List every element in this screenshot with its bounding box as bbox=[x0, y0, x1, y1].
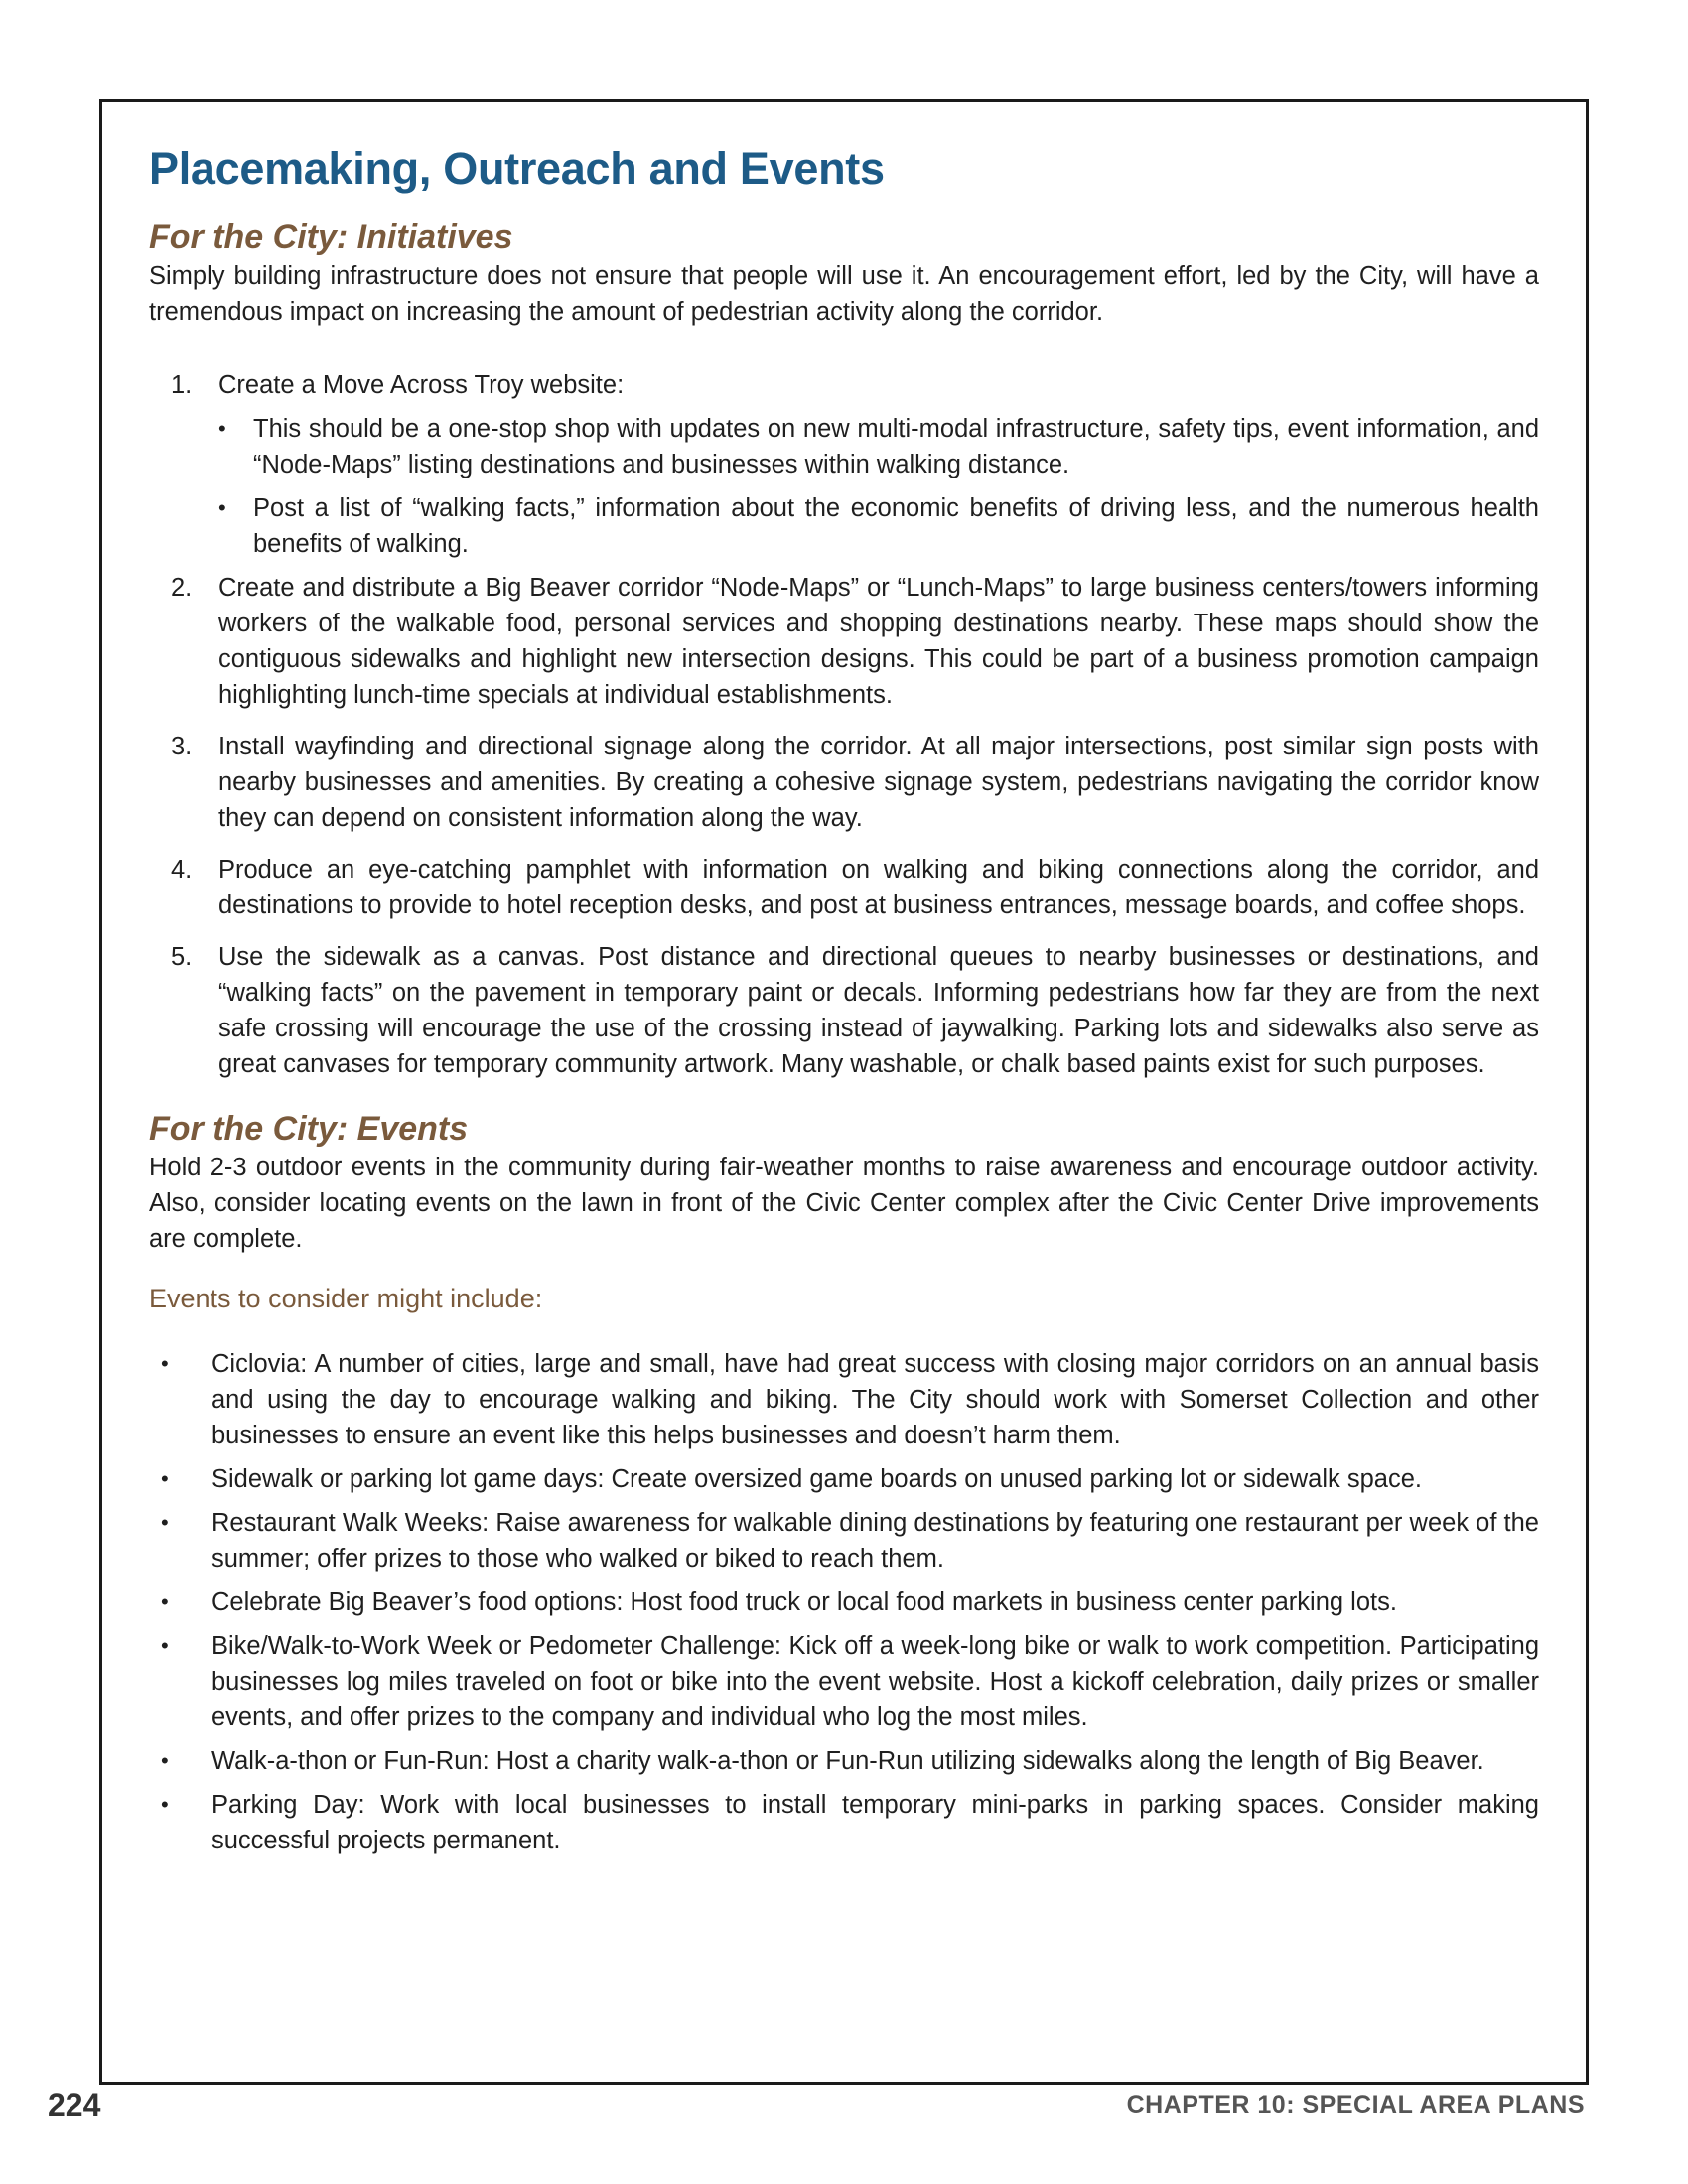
page-content bbox=[149, 139, 1539, 1866]
bullet-icon: • bbox=[161, 1589, 169, 1614]
event-text: Parking Day: Work with local businesses to install temporary mini-parks in parking spaces. Consider making successful projects permanent. bbox=[211, 1791, 1539, 1854]
initiatives-intro: Simply building infrastructure does not ensure that people will use it. An encouragement effort, led by the City, will have a tremendous impact on increasing the amount of pedestrian activity along the corridor. bbox=[149, 262, 1539, 326]
event-text: Ciclovia: A number of cities, large and small, have had great success with closing major corridors on an annual basis and using the day to encourage walking and biking. The City should work with Somerset Collection and other businesses to ensure an event like this helps businesses and doesn’t harm them. bbox=[211, 1350, 1539, 1449]
event-text: Bike/Walk-to-Work Week or Pedometer Challenge: Kick off a week-long bike or walk to work competition. Participating businesses log miles traveled on foot or bike into the event website. Host a kickoff celebration, daily prizes or smaller events, and offer prizes to the company and individual who log the most miles. bbox=[211, 1632, 1539, 1731]
bullet-icon: • bbox=[161, 1792, 169, 1817]
events-heading: For the City: Events bbox=[149, 1110, 469, 1148]
sub-list bbox=[218, 411, 1539, 562]
bullet-icon: • bbox=[218, 495, 226, 520]
list-item bbox=[149, 939, 1539, 1082]
item-number: 5. bbox=[171, 943, 193, 971]
item-number: 4. bbox=[171, 856, 193, 884]
event-text: Restaurant Walk Weeks: Raise awareness for walkable dining destinations by featuring one restaurant per week of the summer; offer prizes to those who walked or biked to reach them. bbox=[211, 1509, 1539, 1572]
events-intro: Hold 2-3 outdoor events in the community during fair-weather months to raise awareness and encourage outdoor activity. Also, consider locating events on the lawn in front of the Civic Center complex after the Civic Center Drive improvements are complete. bbox=[149, 1154, 1539, 1253]
item-number: 3. bbox=[171, 733, 193, 760]
initiatives-heading: For the City: Initiatives bbox=[149, 218, 513, 256]
list-item bbox=[149, 852, 1539, 923]
item-text: Create and distribute a Big Beaver corridor “Node-Maps” or “Lunch-Maps” to large business centers/towers informing workers of the walkable food, personal services and shopping destinations nearby. These maps should show the contiguous sidewalks and highlight new intersection designs. This could be part of a business promotion campaign highlighting lunch-time specials at individual establishments. bbox=[218, 574, 1539, 709]
bullet-icon: • bbox=[161, 1633, 169, 1658]
event-text: Walk-a-thon or Fun-Run: Host a charity walk-a-thon or Fun-Run utilizing sidewalks along the length of Big Beaver. bbox=[211, 1747, 1484, 1775]
list-item bbox=[149, 1628, 1539, 1735]
bullet-icon: • bbox=[161, 1351, 169, 1376]
item-text: Use the sidewalk as a canvas. Post distance and directional queues to nearby businesses or destinations, and “walking facts” on the pavement in temporary paint or decals. Informing pedestrians how far they are from the next safe crossing will encourage the use of the crossing instead of jaywalking. Parking lots and sidewalks also serve as great canvases for temporary community artwork. Many washable, or chalk based paints exist for such purposes. bbox=[218, 943, 1539, 1078]
initiatives-list bbox=[149, 367, 1539, 1082]
list-item bbox=[149, 1743, 1539, 1779]
page-number: 224 bbox=[48, 2087, 101, 2122]
events-subheading: Events to consider might include: bbox=[149, 1284, 543, 1313]
bullet-icon: • bbox=[161, 1748, 169, 1773]
list-item bbox=[149, 1787, 1539, 1858]
list-item bbox=[149, 729, 1539, 836]
list-item bbox=[149, 367, 1539, 562]
page-title: Placemaking, Outreach and Events bbox=[149, 143, 885, 194]
bullet-icon: • bbox=[218, 416, 226, 441]
sub-item-text: This should be a one-stop shop with updates on new multi-modal infrastructure, safety tips, event information, and “Node-Maps” listing destinations and businesses within walking distance. bbox=[253, 415, 1539, 478]
item-text: Produce an eye-catching pamphlet with information on walking and biking connections along the corridor, and destinations to provide to hotel reception desks, and post at business entrances, message boards, and coffee shops. bbox=[218, 856, 1539, 919]
bullet-icon: • bbox=[161, 1466, 169, 1491]
bullet-icon: • bbox=[161, 1510, 169, 1535]
list-item bbox=[149, 1505, 1539, 1576]
list-item bbox=[149, 1346, 1539, 1453]
sub-list-item bbox=[218, 411, 1539, 482]
item-number: 1. bbox=[171, 371, 193, 399]
sub-list-item bbox=[218, 490, 1539, 562]
event-text: Sidewalk or parking lot game days: Create oversized game boards on unused parking lot or sidewalk space. bbox=[211, 1465, 1422, 1493]
events-list bbox=[149, 1346, 1539, 1858]
sub-item-text: Post a list of “walking facts,” information about the economic benefits of driving less, and the numerous health benefits of walking. bbox=[253, 494, 1539, 558]
chapter-label: CHAPTER 10: SPECIAL AREA PLANS bbox=[1126, 2091, 1585, 2118]
list-item bbox=[149, 1461, 1539, 1497]
event-text: Celebrate Big Beaver’s food options: Host food truck or local food markets in business center parking lots. bbox=[211, 1588, 1397, 1616]
list-item bbox=[149, 1584, 1539, 1620]
item-text: Create a Move Across Troy website: bbox=[218, 371, 625, 399]
item-text: Install wayfinding and directional signage along the corridor. At all major intersections, post similar sign posts with nearby businesses and amenities. By creating a cohesive signage system, pedestrians navigating the corridor know they can depend on consistent information along the way. bbox=[218, 733, 1539, 832]
list-item bbox=[149, 570, 1539, 713]
item-number: 2. bbox=[171, 574, 193, 602]
